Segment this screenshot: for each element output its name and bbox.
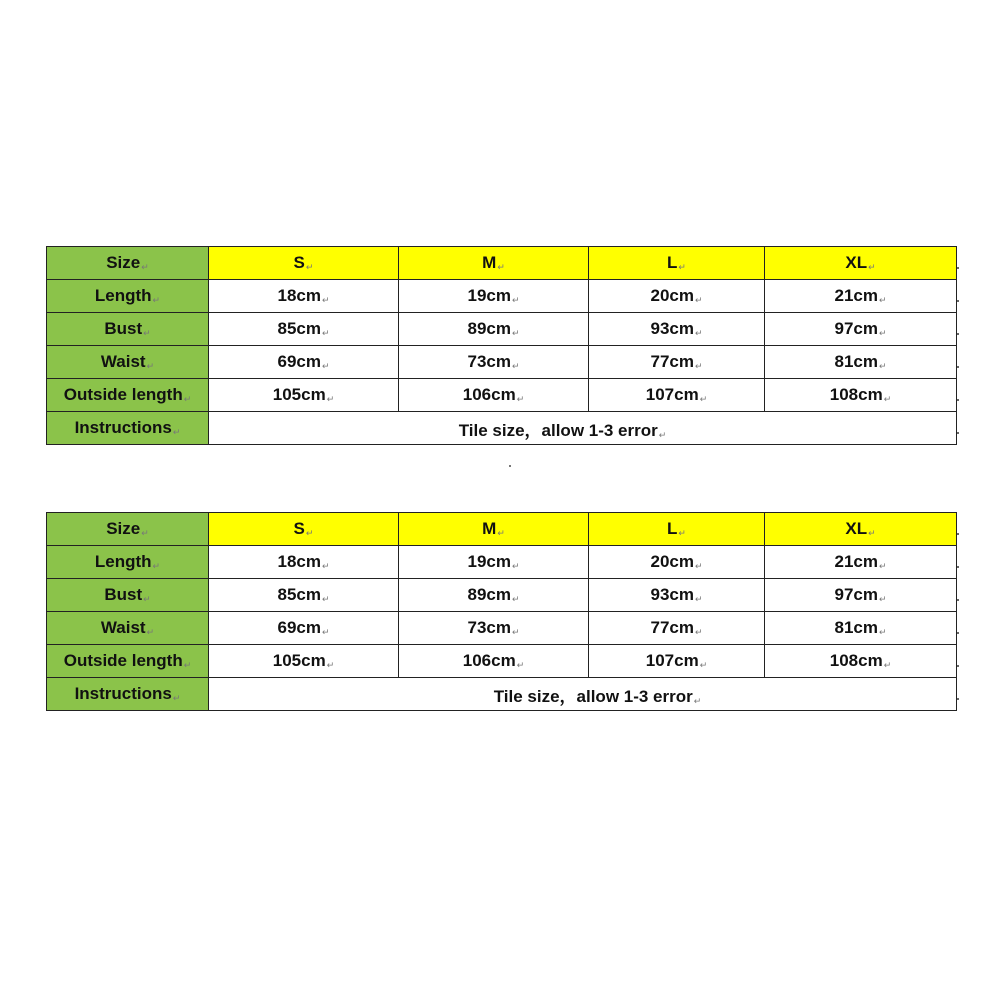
paragraph-mark-icon: ↵: [152, 295, 161, 305]
outside-length-s-value: 105cm: [272, 651, 326, 670]
row-end-marker: [957, 599, 959, 601]
length-row: [47, 546, 957, 579]
size-s-label: S: [293, 253, 305, 272]
row-end-marker: [957, 698, 959, 700]
row-end-marker: [957, 566, 959, 568]
paragraph-mark-icon: ↵: [497, 528, 505, 538]
instructions-text: Tile size，allow 1-3 error: [458, 420, 658, 440]
value-cell: [765, 379, 957, 412]
paragraph-mark-icon: ↵: [883, 660, 892, 670]
paragraph-mark-icon: ↵: [172, 693, 181, 703]
length-s-value: 18cm: [277, 286, 321, 305]
paragraph-mark-icon: ↵: [511, 328, 520, 338]
length-l-value: 20cm: [650, 286, 694, 305]
row-end-marker: [957, 432, 959, 434]
value-cell: [589, 346, 765, 379]
size-m-label: M: [482, 519, 497, 538]
size-header-row: [47, 513, 957, 546]
value-cell: [765, 612, 957, 645]
value-cell: [589, 313, 765, 346]
paragraph-mark-icon: ↵: [511, 361, 520, 371]
size-header-label-cell: [47, 513, 209, 546]
value-cell: [589, 546, 765, 579]
bust-row: [47, 313, 957, 346]
bust-m-value: 89cm: [467, 319, 511, 338]
paragraph-mark-icon: ↵: [694, 594, 703, 604]
row-label-cell: [47, 645, 209, 678]
length-m-value: 19cm: [467, 286, 511, 305]
value-cell: [209, 612, 399, 645]
instructions-cell: [209, 412, 957, 445]
row-label-cell: [47, 546, 209, 579]
value-cell: [399, 379, 589, 412]
length-s-value: 18cm: [277, 552, 321, 571]
paragraph-mark-icon: ↵: [694, 561, 703, 571]
paragraph-mark-icon: ↵: [878, 361, 887, 371]
row-end-marker: [957, 333, 959, 335]
paragraph-mark-icon: ↵: [183, 394, 192, 404]
waist-row: [47, 346, 957, 379]
value-cell: [209, 280, 399, 313]
size-chart-table-1: [46, 246, 957, 445]
paragraph-mark-icon: ↵: [699, 660, 708, 670]
row-label-cell: [47, 313, 209, 346]
bust-m-value: 89cm: [467, 585, 511, 604]
outside-length-xl-value: 108cm: [829, 651, 883, 670]
bust-label: Bust: [104, 585, 143, 604]
bust-xl-value: 97cm: [834, 585, 878, 604]
length-label: Length: [94, 286, 152, 305]
value-cell: [209, 546, 399, 579]
instructions-label: Instructions: [74, 418, 172, 437]
paragraph-mark-icon: ↵: [678, 528, 686, 538]
waist-xl-value: 81cm: [834, 352, 878, 371]
paragraph-mark-icon: ↵: [678, 262, 686, 272]
paragraph-mark-icon: ↵: [516, 394, 525, 404]
row-label-cell: [47, 379, 209, 412]
paragraph-mark-icon: ↵: [878, 594, 887, 604]
waist-m-value: 73cm: [467, 618, 511, 637]
paragraph-mark-icon: ↵: [694, 295, 703, 305]
size-header-label-cell: [47, 247, 209, 280]
paragraph-mark-icon: ↵: [305, 528, 314, 538]
length-xl-value: 21cm: [834, 552, 878, 571]
waist-xl-value: 81cm: [834, 618, 878, 637]
paragraph-mark-icon: ↵: [321, 328, 330, 338]
value-cell: [209, 379, 399, 412]
instructions-cell: [209, 678, 957, 711]
paragraph-mark-icon: ↵: [868, 528, 876, 538]
length-xl-value: 21cm: [834, 286, 878, 305]
paragraph-mark-icon: ↵: [511, 295, 520, 305]
size-m-label: M: [482, 253, 497, 272]
paragraph-mark-icon: ↵: [694, 627, 703, 637]
paragraph-mark-icon: ↵: [321, 295, 330, 305]
bust-row: [47, 579, 957, 612]
size-header-cell: [399, 513, 589, 546]
paragraph-mark-icon: ↵: [511, 627, 520, 637]
value-cell: [765, 579, 957, 612]
outside-length-label: Outside length: [63, 385, 183, 404]
size-xl-label: XL: [845, 253, 868, 272]
paragraph-mark-icon: ↵: [321, 627, 330, 637]
value-cell: [589, 280, 765, 313]
waist-l-value: 77cm: [650, 352, 694, 371]
length-m-value: 19cm: [467, 552, 511, 571]
value-cell: [765, 346, 957, 379]
size-header-cell: [209, 513, 399, 546]
row-label-cell: [47, 612, 209, 645]
value-cell: [399, 346, 589, 379]
paragraph-marker: [509, 465, 511, 467]
paragraph-mark-icon: ↵: [868, 262, 876, 272]
value-cell: [399, 280, 589, 313]
row-end-marker: [957, 632, 959, 634]
paragraph-mark-icon: ↵: [141, 528, 149, 538]
paragraph-mark-icon: ↵: [321, 561, 330, 571]
row-label-cell: [47, 579, 209, 612]
value-cell: [399, 645, 589, 678]
size-header-cell: [399, 247, 589, 280]
row-end-marker: [957, 533, 959, 535]
value-cell: [399, 612, 589, 645]
row-label-cell: [47, 346, 209, 379]
paragraph-mark-icon: ↵: [146, 627, 155, 637]
value-cell: [209, 346, 399, 379]
instructions-text: Tile size，allow 1-3 error: [493, 686, 693, 706]
paragraph-mark-icon: ↵: [694, 328, 703, 338]
paragraph-mark-icon: ↵: [172, 427, 181, 437]
bust-s-value: 85cm: [277, 319, 321, 338]
size-header-row: [47, 247, 957, 280]
paragraph-mark-icon: ↵: [326, 394, 335, 404]
paragraph-mark-icon: ↵: [694, 361, 703, 371]
outside-length-xl-value: 108cm: [829, 385, 883, 404]
instructions-label: Instructions: [74, 684, 172, 703]
value-cell: [399, 579, 589, 612]
size-s-label: S: [293, 519, 305, 538]
row-label-cell: [47, 412, 209, 445]
value-cell: [765, 546, 957, 579]
waist-m-value: 73cm: [467, 352, 511, 371]
size-header-cell: [765, 513, 957, 546]
paragraph-mark-icon: ↵: [883, 394, 892, 404]
paragraph-mark-icon: ↵: [497, 262, 505, 272]
size-l-label: L: [667, 253, 678, 272]
length-l-value: 20cm: [650, 552, 694, 571]
row-label-cell: [47, 280, 209, 313]
size-header-cell: [209, 247, 399, 280]
bust-xl-value: 97cm: [834, 319, 878, 338]
waist-s-value: 69cm: [277, 618, 321, 637]
outside-length-l-value: 107cm: [645, 385, 699, 404]
outside-length-l-value: 107cm: [645, 651, 699, 670]
value-cell: [589, 645, 765, 678]
size-xl-label: XL: [845, 519, 868, 538]
value-cell: [209, 579, 399, 612]
value-cell: [765, 645, 957, 678]
paragraph-mark-icon: ↵: [321, 361, 330, 371]
paragraph-mark-icon: ↵: [699, 394, 708, 404]
paragraph-mark-icon: ↵: [326, 660, 335, 670]
paragraph-mark-icon: ↵: [152, 561, 161, 571]
paragraph-mark-icon: ↵: [658, 429, 667, 440]
paragraph-mark-icon: ↵: [511, 561, 520, 571]
value-cell: [209, 313, 399, 346]
instructions-row: [47, 412, 957, 445]
paragraph-mark-icon: ↵: [693, 695, 702, 706]
paragraph-mark-icon: ↵: [878, 295, 887, 305]
size-header-label: Size: [106, 519, 141, 538]
size-l-label: L: [667, 519, 678, 538]
waist-row: [47, 612, 957, 645]
row-label-cell: [47, 678, 209, 711]
row-end-marker: [957, 399, 959, 401]
outside-length-row: [47, 645, 957, 678]
row-end-marker: [957, 267, 959, 269]
size-header-cell: [765, 247, 957, 280]
outside-length-row: [47, 379, 957, 412]
paragraph-mark-icon: ↵: [305, 262, 314, 272]
paragraph-mark-icon: ↵: [146, 361, 155, 371]
waist-l-value: 77cm: [650, 618, 694, 637]
value-cell: [209, 645, 399, 678]
waist-label: Waist: [100, 618, 146, 637]
paragraph-mark-icon: ↵: [141, 262, 149, 272]
paragraph-mark-icon: ↵: [511, 594, 520, 604]
outside-length-m-value: 106cm: [462, 651, 516, 670]
paragraph-mark-icon: ↵: [183, 660, 192, 670]
outside-length-label: Outside length: [63, 651, 183, 670]
outside-length-s-value: 105cm: [272, 385, 326, 404]
value-cell: [399, 546, 589, 579]
value-cell: [589, 379, 765, 412]
paragraph-mark-icon: ↵: [878, 328, 887, 338]
bust-l-value: 93cm: [650, 585, 694, 604]
value-cell: [399, 313, 589, 346]
bust-label: Bust: [104, 319, 143, 338]
waist-s-value: 69cm: [277, 352, 321, 371]
paragraph-mark-icon: ↵: [143, 328, 151, 338]
paragraph-mark-icon: ↵: [878, 561, 887, 571]
paragraph-mark-icon: ↵: [321, 594, 330, 604]
length-label: Length: [94, 552, 152, 571]
value-cell: [765, 313, 957, 346]
size-header-cell: [589, 513, 765, 546]
outside-length-m-value: 106cm: [462, 385, 516, 404]
size-header-label: Size: [106, 253, 141, 272]
row-end-marker: [957, 366, 959, 368]
row-end-marker: [957, 665, 959, 667]
size-chart-table-2: [46, 512, 957, 711]
row-end-marker: [957, 300, 959, 302]
value-cell: [589, 612, 765, 645]
waist-label: Waist: [100, 352, 146, 371]
paragraph-mark-icon: ↵: [143, 594, 151, 604]
bust-l-value: 93cm: [650, 319, 694, 338]
instructions-row: [47, 678, 957, 711]
paragraph-mark-icon: ↵: [878, 627, 887, 637]
bust-s-value: 85cm: [277, 585, 321, 604]
value-cell: [765, 280, 957, 313]
value-cell: [589, 579, 765, 612]
length-row: [47, 280, 957, 313]
size-header-cell: [589, 247, 765, 280]
paragraph-mark-icon: ↵: [516, 660, 525, 670]
